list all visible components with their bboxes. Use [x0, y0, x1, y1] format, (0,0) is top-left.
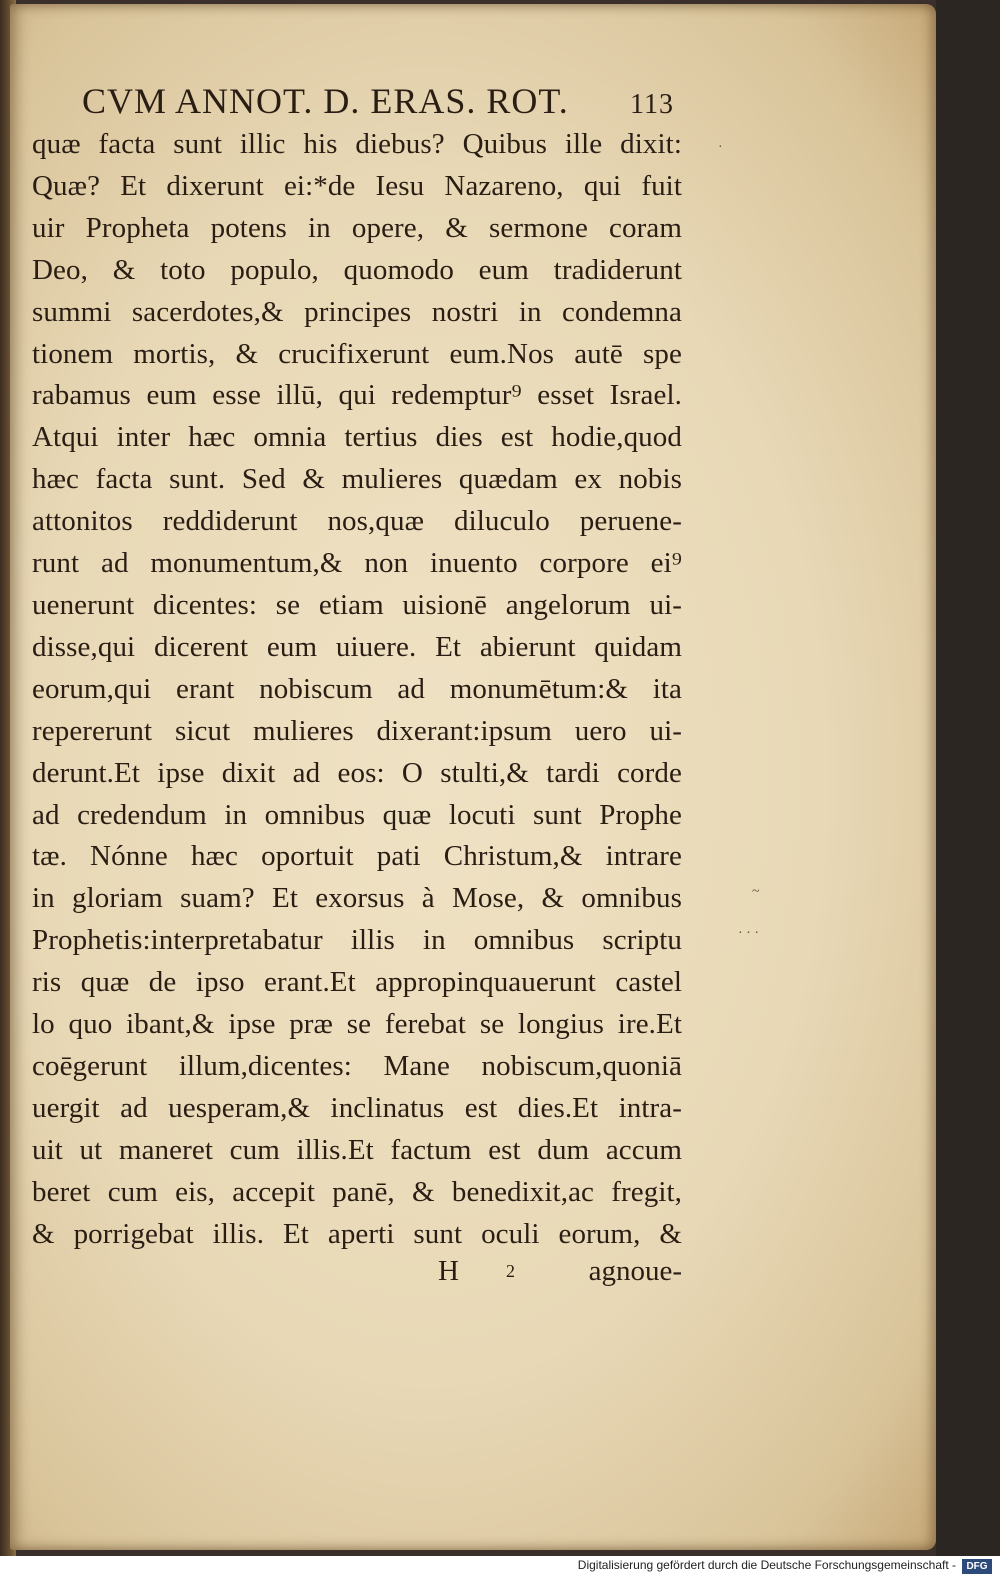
text-line: tæ. Nónne hæc oportuit pati Christum,& intrare — [32, 840, 682, 873]
catchline — [32, 1255, 682, 1299]
text-line: eorum,qui erant nobiscum ad monumētum:& ita — [32, 672, 682, 705]
text-line: uenerunt dicentes: se etiam uisionē angelorum ui- — [32, 588, 682, 621]
text-line: uit ut maneret cum illis.Et factum est dum accum — [32, 1133, 682, 1166]
text-line: Quæ? Et dixerunt ei:*de Iesu Nazareno, qui fuit — [32, 169, 682, 202]
margin-speck: · · · — [738, 926, 759, 941]
text-line: lo quo ibant,& ipse præ se ferebat se longius ire.Et — [32, 1008, 682, 1041]
text-line: summi sacerdotes,& principes nostri in condemna — [32, 295, 682, 328]
text-block — [32, 80, 682, 1299]
text-line: quæ facta sunt illic his diebus? Quibus ille dixit: — [32, 128, 682, 160]
text-line: hæc facta sunt. Sed & mulieres quædam ex nobis — [32, 463, 682, 496]
text-line: runt ad monumentum,& non inuento corpore ei⁹ — [32, 547, 682, 580]
text-line: derunt.Et ipse dixit ad eos: O stulti,& tardi corde — [32, 756, 682, 789]
text-line: in gloriam suam? Et exorsus à Mose, & omnibus — [32, 882, 682, 915]
text-line: & porrigebat illis. Et aperti sunt oculi eorum, & — [32, 1217, 682, 1250]
text-line: ris quæ de ipso erant.Et appropinquauerunt castel — [32, 966, 682, 999]
catchword: agnoue- — [588, 1255, 682, 1288]
page-number: 113 — [630, 89, 674, 120]
margin-speck: · — [718, 140, 723, 155]
text-line: Atqui inter hæc omnia tertius dies est hodie,quod — [32, 421, 682, 454]
margin-speck: ~ — [752, 884, 760, 899]
text-line: rabamus eum esse illū, qui redemptur⁹ esset Israel. — [32, 379, 682, 412]
text-line: ad credendum in omnibus quæ locuti sunt Prophe — [32, 798, 682, 831]
text-line: uergit ad uesperam,& inclinatus est dies.Et intra- — [32, 1091, 682, 1124]
running-head — [32, 80, 682, 124]
signature-number: 2 — [506, 1261, 515, 1282]
text-line: repererunt sicut mulieres dixerant:ipsum uero ui- — [32, 714, 682, 747]
text-line: coēgerunt illum,dicentes: Mane nobiscum,quoniā — [32, 1049, 682, 1082]
footer-bar — [0, 1556, 1000, 1578]
text-line: uir Propheta potens in opere, & sermone coram — [32, 211, 682, 244]
text-line: Deo, & toto populo, quomodo eum tradiderunt — [32, 253, 682, 286]
dfg-logo-icon: DFG — [962, 1559, 992, 1574]
text-line: disse,qui dicerent eum uiuere. Et abierunt quidam — [32, 630, 682, 663]
text-line: attonitos reddiderunt nos,quæ diluculo peruene- — [32, 505, 682, 538]
running-head-title: CVM ANNOT. D. ERAS. ROT. — [82, 81, 569, 121]
body-text — [32, 124, 682, 1255]
signature-mark: H — [438, 1255, 459, 1288]
text-line: tionem mortis, & crucifixerunt eum.Nos autē spe — [32, 337, 682, 370]
text-line: beret cum eis, accepit panē, & benedixit,ac fregit, — [32, 1175, 682, 1208]
funding-credit: Digitalisierung gefördert durch die Deutsche Forschungsgemeinschaft - — [577, 1558, 956, 1572]
scan-background — [936, 0, 1000, 1556]
text-line: Prophetis:interpretabatur illis in omnibus scriptu — [32, 924, 682, 957]
